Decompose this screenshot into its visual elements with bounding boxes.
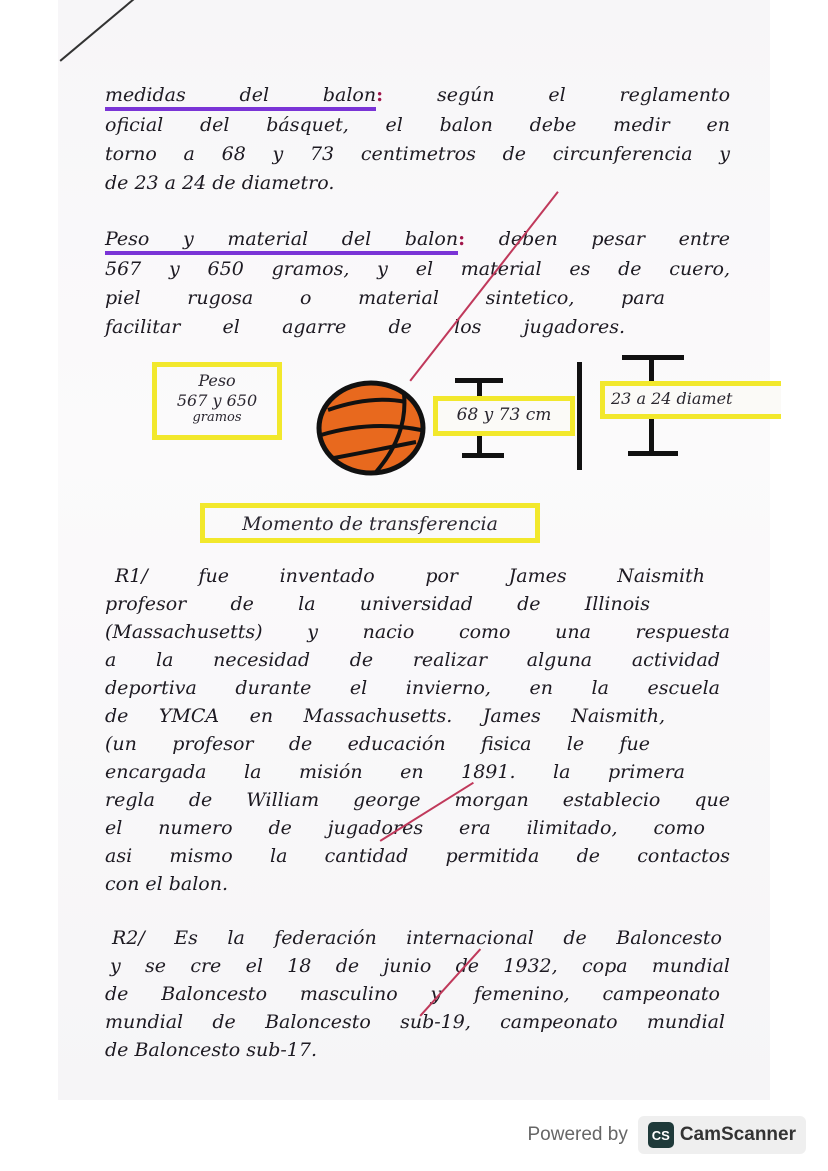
section2-line-1 — [105, 226, 730, 252]
r1-line: encargada la misión en 1891. la primera — [105, 761, 685, 783]
r1-line: (un profesor de educación fisica le fue — [105, 733, 650, 755]
camscanner-logo-icon: CS — [648, 1122, 674, 1148]
weight-box — [152, 362, 282, 440]
section2-line-2: 567 y 650 gramos, y el material es de cuero, — [105, 258, 730, 280]
weight-box-unit: gramos — [192, 410, 242, 425]
dimension-bar-bottom — [462, 453, 504, 458]
r1-line: deportiva durante el invierno, en la escuela — [105, 677, 720, 699]
section1-line-4: de 23 a 24 de diametro. — [105, 172, 335, 194]
section1-text: según el reglamento — [436, 84, 731, 106]
section2-line-3: piel rugosa o material sintetico, para — [105, 287, 665, 309]
basketball-drawing — [316, 380, 426, 476]
camscanner-badge — [638, 1116, 806, 1154]
r2-line: de Baloncesto masculino y femenino, campeonato — [105, 983, 720, 1005]
heading-colon: : — [458, 228, 466, 250]
diameter-label: 23 a 24 diamet — [600, 381, 781, 419]
section1-heading: medidas del balon — [105, 84, 376, 111]
section2-heading: Peso y material del balon — [105, 228, 458, 255]
camscanner-brand: CamScanner — [679, 1124, 796, 1145]
section1-line-3: torno a 68 y 73 centimetros de circunferencia y — [105, 143, 730, 165]
section1-line-1 — [105, 82, 730, 108]
r1-line: (Massachusetts) y nacio como una respuesta — [105, 621, 730, 643]
divider-line — [577, 362, 582, 470]
circumference-label: 68 y 73 cm — [433, 396, 575, 436]
section2-line-4: facilitar el agarre de los jugadores. — [105, 316, 625, 338]
r2-line: R2/ Es la federación internacional de Baloncesto — [112, 927, 722, 949]
dimension-bar-bottom — [628, 451, 678, 456]
r1-line: el numero de jugadores era ilimitado, como — [105, 817, 705, 839]
camscanner-watermark — [527, 1116, 806, 1154]
heading-colon: : — [376, 84, 384, 106]
r1-line: regla de William george morgan establecio que — [105, 789, 730, 811]
r1-line: asi mismo la cantidad permitida de contactos — [105, 845, 730, 867]
r1-line: profesor de la universidad de Illinois — [105, 593, 650, 615]
section1-line-2: oficial del básquet, el balon debe medir en — [105, 114, 730, 136]
weight-box-title: Peso — [198, 371, 236, 390]
section2-text: deben pesar entre — [498, 228, 731, 250]
weight-box-value: 567 y 650 — [176, 391, 258, 410]
r1-line: con el balon. — [105, 873, 228, 895]
r1-line: a la necesidad de realizar alguna actividad — [105, 649, 720, 671]
r2-line: mundial de Baloncesto sub-19, campeonato mundial — [105, 1011, 725, 1033]
r2-line: de Baloncesto sub-17. — [105, 1039, 318, 1061]
powered-by-text: Powered by — [527, 1124, 628, 1145]
r2-line: y se cre el 18 de junio de 1932, copa mundial — [110, 955, 730, 977]
r1-line: de YMCA en Massachusetts. James Naismith, — [105, 705, 665, 727]
r1-line: R1/ fue inventado por James Naismith — [115, 565, 705, 587]
diagram-title: Momento de transferencia — [200, 503, 540, 543]
